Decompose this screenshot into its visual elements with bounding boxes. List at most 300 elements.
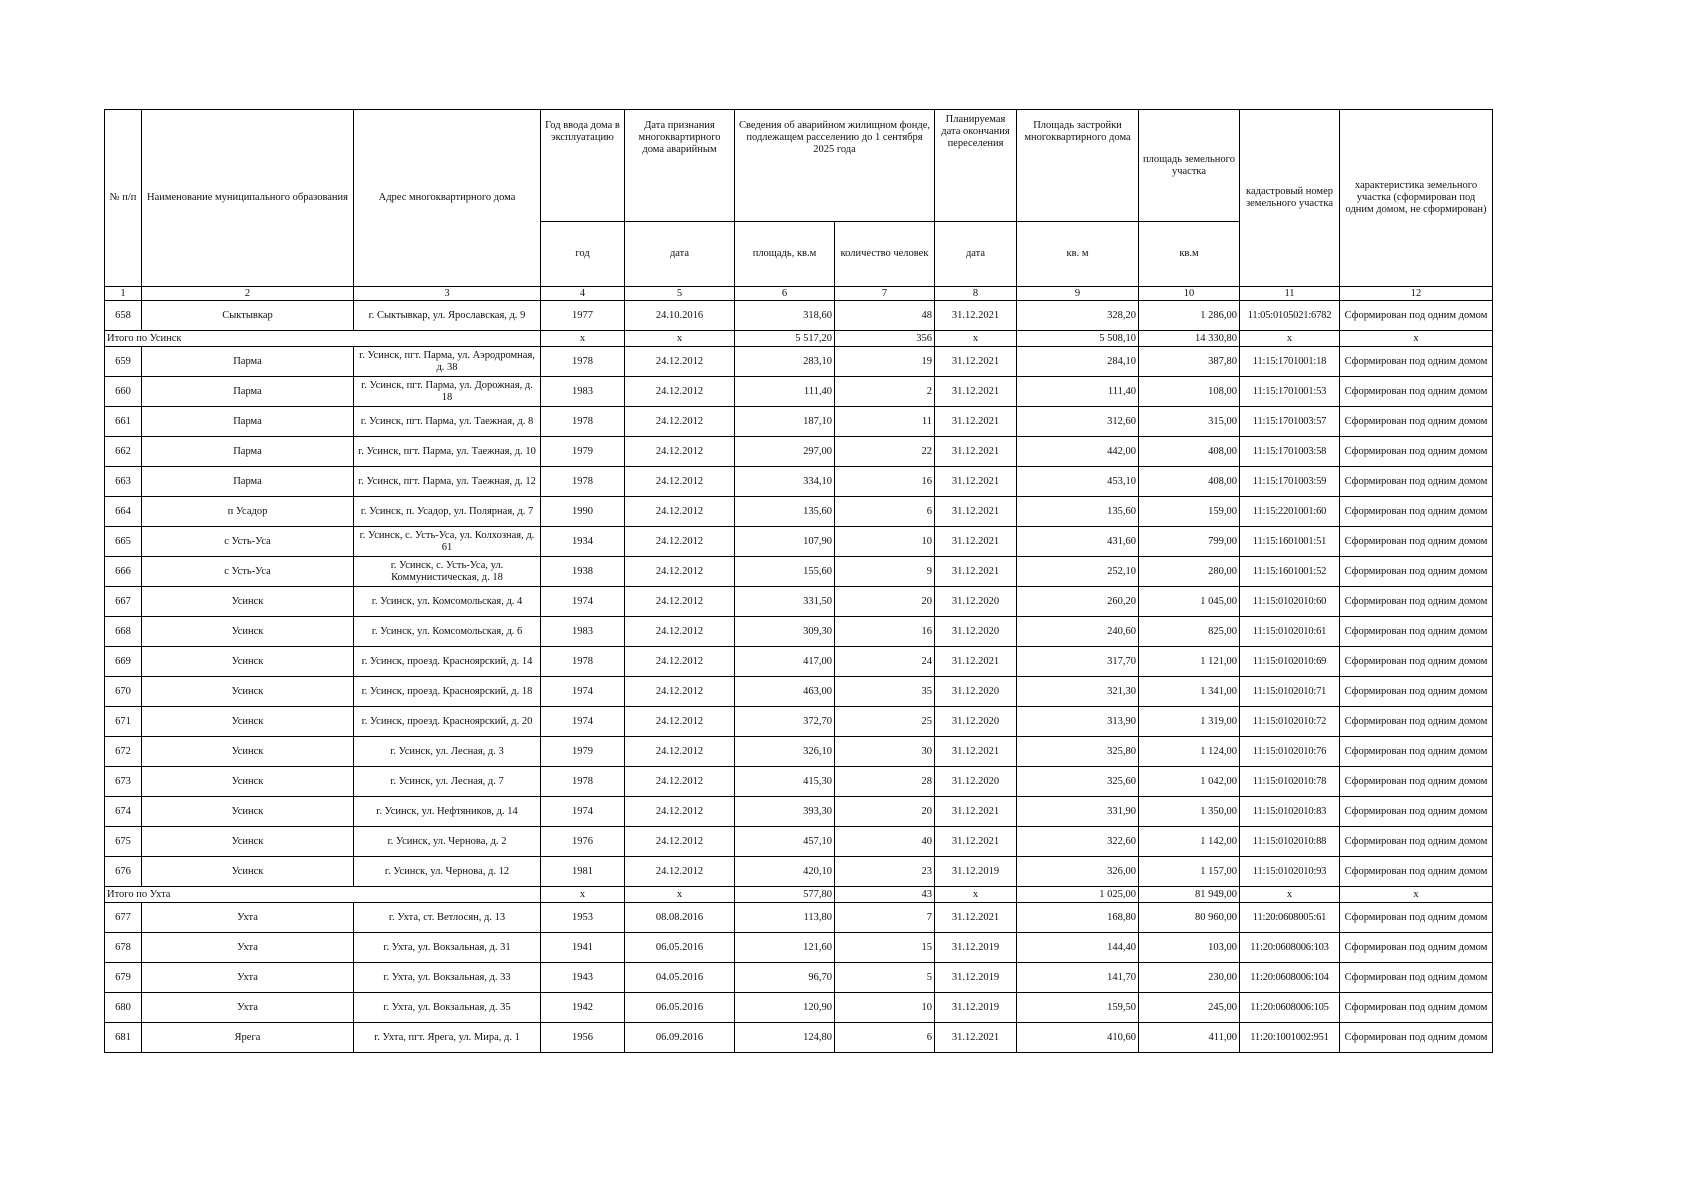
planned-end-date: 31.12.2020 xyxy=(935,707,1017,737)
house-address: г. Ухта, пгт. Ярега, ул. Мира, д. 1 xyxy=(354,1023,541,1053)
land-area: 387,80 xyxy=(1139,347,1240,377)
municipality-name: Усинск xyxy=(142,647,354,677)
cadastral-number: 11:15:0102010:76 xyxy=(1240,737,1340,767)
header-row-top xyxy=(105,110,1493,222)
emergency-date: 24.12.2012 xyxy=(625,527,735,557)
municipality-name: Парма xyxy=(142,347,354,377)
house-address: г. Усинск, проезд. Красноярский, д. 18 xyxy=(354,677,541,707)
land-area: 1 121,00 xyxy=(1139,647,1240,677)
year-built: 1974 xyxy=(541,797,625,827)
house-address: г. Усинск, ул. Комсомольская, д. 6 xyxy=(354,617,541,647)
column-number: 11 xyxy=(1240,287,1340,301)
table-row xyxy=(105,557,1493,587)
header-land-characteristic: характеристика земельного участка (сформирован под одним домом, не сформирован) xyxy=(1340,110,1493,287)
subtotal-date: х xyxy=(625,331,735,347)
emergency-area: 135,60 xyxy=(735,497,835,527)
building-area: 322,60 xyxy=(1017,827,1139,857)
cadastral-number: 11:15:0102010:60 xyxy=(1240,587,1340,617)
emergency-area: 326,10 xyxy=(735,737,835,767)
land-characteristic: Сформирован под одним домом xyxy=(1340,407,1493,437)
emergency-area: 107,90 xyxy=(735,527,835,557)
emergency-area: 463,00 xyxy=(735,677,835,707)
cadastral-number: 11:15:0102010:72 xyxy=(1240,707,1340,737)
year-built: 1981 xyxy=(541,857,625,887)
table-row xyxy=(105,407,1493,437)
planned-end-date: 31.12.2021 xyxy=(935,497,1017,527)
planned-end-date: 31.12.2021 xyxy=(935,301,1017,331)
house-address: г. Ухта, ул. Вокзальная, д. 33 xyxy=(354,963,541,993)
table-row xyxy=(105,827,1493,857)
subtotal-characteristic: х xyxy=(1340,331,1493,347)
table-row xyxy=(105,497,1493,527)
emergency-area: 111,40 xyxy=(735,377,835,407)
land-characteristic: Сформирован под одним домом xyxy=(1340,737,1493,767)
land-area: 799,00 xyxy=(1139,527,1240,557)
cadastral-number: 11:20:0608006:104 xyxy=(1240,963,1340,993)
emergency-area: 331,50 xyxy=(735,587,835,617)
emergency-date: 24.12.2012 xyxy=(625,377,735,407)
emergency-area: 334,10 xyxy=(735,467,835,497)
emergency-date: 24.12.2012 xyxy=(625,497,735,527)
land-area: 80 960,00 xyxy=(1139,903,1240,933)
cadastral-number: 11:15:2201001:60 xyxy=(1240,497,1340,527)
subtotal-build-area: 5 508,10 xyxy=(1017,331,1139,347)
building-area: 313,90 xyxy=(1017,707,1139,737)
building-area: 144,40 xyxy=(1017,933,1139,963)
emergency-area: 96,70 xyxy=(735,963,835,993)
land-characteristic: Сформирован под одним домом xyxy=(1340,527,1493,557)
planned-end-date: 31.12.2021 xyxy=(935,377,1017,407)
land-characteristic: Сформирован под одним домом xyxy=(1340,993,1493,1023)
column-number: 7 xyxy=(835,287,935,301)
land-characteristic: Сформирован под одним домом xyxy=(1340,301,1493,331)
subtotal-cadastral: х xyxy=(1240,887,1340,903)
cadastral-number: 11:20:1001002:951 xyxy=(1240,1023,1340,1053)
emergency-date: 24.12.2012 xyxy=(625,647,735,677)
row-number: 663 xyxy=(105,467,142,497)
planned-end-date: 31.12.2020 xyxy=(935,767,1017,797)
cadastral-number: 11:15:1701003:59 xyxy=(1240,467,1340,497)
emergency-area: 297,00 xyxy=(735,437,835,467)
resident-count: 7 xyxy=(835,903,935,933)
planned-end-date: 31.12.2021 xyxy=(935,827,1017,857)
subtotal-land-area: 14 330,80 xyxy=(1139,331,1240,347)
municipality-name: Парма xyxy=(142,377,354,407)
land-area: 825,00 xyxy=(1139,617,1240,647)
planned-end-date: 31.12.2020 xyxy=(935,617,1017,647)
land-area: 108,00 xyxy=(1139,377,1240,407)
building-area: 111,40 xyxy=(1017,377,1139,407)
land-area: 1 042,00 xyxy=(1139,767,1240,797)
year-built: 1978 xyxy=(541,407,625,437)
row-number: 664 xyxy=(105,497,142,527)
building-area: 326,00 xyxy=(1017,857,1139,887)
cadastral-number: 11:15:1601001:52 xyxy=(1240,557,1340,587)
cadastral-number: 11:15:1701001:53 xyxy=(1240,377,1340,407)
table-row xyxy=(105,993,1493,1023)
header-emergency-date: Дата признания многоквартирного дома аварийным xyxy=(625,110,735,222)
building-area: 453,10 xyxy=(1017,467,1139,497)
land-characteristic: Сформирован под одним домом xyxy=(1340,767,1493,797)
municipality-name: Ухта xyxy=(142,933,354,963)
planned-end-date: 31.12.2021 xyxy=(935,647,1017,677)
building-area: 252,10 xyxy=(1017,557,1139,587)
emergency-date: 24.12.2012 xyxy=(625,707,735,737)
resident-count: 10 xyxy=(835,993,935,1023)
column-number: 4 xyxy=(541,287,625,301)
row-number: 675 xyxy=(105,827,142,857)
row-number: 668 xyxy=(105,617,142,647)
cadastral-number: 11:15:1601001:51 xyxy=(1240,527,1340,557)
row-number: 667 xyxy=(105,587,142,617)
year-built: 1934 xyxy=(541,527,625,557)
year-built: 1990 xyxy=(541,497,625,527)
emergency-date: 24.12.2012 xyxy=(625,437,735,467)
header-address: Адрес многоквартирного дома xyxy=(354,110,541,287)
resident-count: 22 xyxy=(835,437,935,467)
table-row xyxy=(105,677,1493,707)
house-address: г. Ухта, ул. Вокзальная, д. 31 xyxy=(354,933,541,963)
municipality-name: Усинск xyxy=(142,857,354,887)
cadastral-number: 11:15:1701003:58 xyxy=(1240,437,1340,467)
row-number: 673 xyxy=(105,767,142,797)
resident-count: 6 xyxy=(835,497,935,527)
building-area: 410,60 xyxy=(1017,1023,1139,1053)
resident-count: 16 xyxy=(835,467,935,497)
land-area: 280,00 xyxy=(1139,557,1240,587)
planned-end-date: 31.12.2021 xyxy=(935,1023,1017,1053)
subtotal-year: х xyxy=(541,331,625,347)
land-characteristic: Сформирован под одним домом xyxy=(1340,497,1493,527)
resident-count: 24 xyxy=(835,647,935,677)
building-area: 284,10 xyxy=(1017,347,1139,377)
year-built: 1953 xyxy=(541,903,625,933)
building-area: 159,50 xyxy=(1017,993,1139,1023)
subtotal-row xyxy=(105,887,1493,903)
subtotal-area: 5 517,20 xyxy=(735,331,835,347)
house-address: г. Ухта, ул. Вокзальная, д. 35 xyxy=(354,993,541,1023)
table-body xyxy=(105,301,1493,1053)
emergency-area: 420,10 xyxy=(735,857,835,887)
emergency-date: 24.12.2012 xyxy=(625,347,735,377)
header-building-area: Площадь застройки многоквартирного дома xyxy=(1017,110,1139,222)
cadastral-number: 11:15:0102010:69 xyxy=(1240,647,1340,677)
land-characteristic: Сформирован под одним домом xyxy=(1340,557,1493,587)
house-address: г. Усинск, пгт. Парма, ул. Таежная, д. 12 xyxy=(354,467,541,497)
house-address: г. Усинск, ул. Чернова, д. 12 xyxy=(354,857,541,887)
resident-count: 9 xyxy=(835,557,935,587)
table-row xyxy=(105,617,1493,647)
cadastral-number: 11:15:1701003:57 xyxy=(1240,407,1340,437)
resident-count: 2 xyxy=(835,377,935,407)
building-area: 240,60 xyxy=(1017,617,1139,647)
subtotal-row xyxy=(105,331,1493,347)
building-area: 325,80 xyxy=(1017,737,1139,767)
planned-end-date: 31.12.2021 xyxy=(935,407,1017,437)
emergency-date: 06.05.2016 xyxy=(625,933,735,963)
table-row xyxy=(105,347,1493,377)
municipality-name: Усинск xyxy=(142,827,354,857)
land-area: 1 341,00 xyxy=(1139,677,1240,707)
row-number: 672 xyxy=(105,737,142,767)
emergency-date: 24.12.2012 xyxy=(625,827,735,857)
resident-count: 19 xyxy=(835,347,935,377)
municipality-name: с Усть-Уса xyxy=(142,557,354,587)
resident-count: 6 xyxy=(835,1023,935,1053)
emergency-date: 24.12.2012 xyxy=(625,857,735,887)
land-area: 230,00 xyxy=(1139,963,1240,993)
planned-end-date: 31.12.2019 xyxy=(935,993,1017,1023)
year-built: 1983 xyxy=(541,617,625,647)
subheader-end-date: дата xyxy=(935,222,1017,287)
column-number: 10 xyxy=(1139,287,1240,301)
land-area: 1 142,00 xyxy=(1139,827,1240,857)
emergency-date: 24.12.2012 xyxy=(625,767,735,797)
year-built: 1976 xyxy=(541,827,625,857)
building-area: 325,60 xyxy=(1017,767,1139,797)
year-built: 1974 xyxy=(541,707,625,737)
cadastral-number: 11:15:0102010:71 xyxy=(1240,677,1340,707)
subtotal-name: Итого по Усинск xyxy=(105,331,541,347)
column-number: 2 xyxy=(142,287,354,301)
municipality-name: Ярега xyxy=(142,1023,354,1053)
municipality-name: Ухта xyxy=(142,903,354,933)
land-characteristic: Сформирован под одним домом xyxy=(1340,903,1493,933)
building-area: 321,30 xyxy=(1017,677,1139,707)
emergency-date: 04.05.2016 xyxy=(625,963,735,993)
planned-end-date: 31.12.2019 xyxy=(935,933,1017,963)
row-number: 671 xyxy=(105,707,142,737)
land-characteristic: Сформирован под одним домом xyxy=(1340,963,1493,993)
house-address: г. Усинск, ул. Комсомольская, д. 4 xyxy=(354,587,541,617)
emergency-area: 113,80 xyxy=(735,903,835,933)
year-built: 1983 xyxy=(541,377,625,407)
land-characteristic: Сформирован под одним домом xyxy=(1340,347,1493,377)
house-address: г. Усинск, п. Усадор, ул. Полярная, д. 7 xyxy=(354,497,541,527)
municipality-name: Ухта xyxy=(142,993,354,1023)
municipality-name: с Усть-Уса xyxy=(142,527,354,557)
subtotal-end: х xyxy=(935,887,1017,903)
house-address: г. Усинск, пгт. Парма, ул. Таежная, д. 8 xyxy=(354,407,541,437)
house-address: г. Усинск, пгт. Парма, ул. Таежная, д. 10 xyxy=(354,437,541,467)
column-number: 6 xyxy=(735,287,835,301)
emergency-date: 24.12.2012 xyxy=(625,737,735,767)
municipality-name: Усинск xyxy=(142,707,354,737)
building-area: 141,70 xyxy=(1017,963,1139,993)
municipality-name: Парма xyxy=(142,467,354,497)
emergency-date: 24.10.2016 xyxy=(625,301,735,331)
row-number: 659 xyxy=(105,347,142,377)
row-number: 661 xyxy=(105,407,142,437)
header-cadastral-number: кадастровый номер земельного участка xyxy=(1240,110,1340,287)
municipality-name: Усинск xyxy=(142,767,354,797)
row-number: 670 xyxy=(105,677,142,707)
house-address: г. Усинск, пгт. Парма, ул. Аэродромная, д. 38 xyxy=(354,347,541,377)
column-number: 5 xyxy=(625,287,735,301)
building-area: 442,00 xyxy=(1017,437,1139,467)
building-area: 331,90 xyxy=(1017,797,1139,827)
column-number: 12 xyxy=(1340,287,1493,301)
emergency-area: 155,60 xyxy=(735,557,835,587)
land-characteristic: Сформирован под одним домом xyxy=(1340,707,1493,737)
house-address: г. Усинск, ул. Лесная, д. 7 xyxy=(354,767,541,797)
table-row xyxy=(105,1023,1493,1053)
land-area: 411,00 xyxy=(1139,1023,1240,1053)
cadastral-number: 11:20:0608006:103 xyxy=(1240,933,1340,963)
municipality-name: Парма xyxy=(142,407,354,437)
emergency-area: 283,10 xyxy=(735,347,835,377)
table-row xyxy=(105,707,1493,737)
land-area: 408,00 xyxy=(1139,467,1240,497)
planned-end-date: 31.12.2020 xyxy=(935,677,1017,707)
land-area: 1 157,00 xyxy=(1139,857,1240,887)
cadastral-number: 11:15:1701001:18 xyxy=(1240,347,1340,377)
municipality-name: Сыктывкар xyxy=(142,301,354,331)
land-characteristic: Сформирован под одним домом xyxy=(1340,857,1493,887)
year-built: 1979 xyxy=(541,437,625,467)
emergency-date: 24.12.2012 xyxy=(625,557,735,587)
cadastral-number: 11:20:0608006:105 xyxy=(1240,993,1340,1023)
planned-end-date: 31.12.2021 xyxy=(935,527,1017,557)
subtotal-build-area: 1 025,00 xyxy=(1017,887,1139,903)
resident-count: 30 xyxy=(835,737,935,767)
subtotal-area: 577,80 xyxy=(735,887,835,903)
land-characteristic: Сформирован под одним домом xyxy=(1340,587,1493,617)
municipality-name: Парма xyxy=(142,437,354,467)
year-built: 1978 xyxy=(541,647,625,677)
planned-end-date: 31.12.2021 xyxy=(935,347,1017,377)
subtotal-cadastral: х xyxy=(1240,331,1340,347)
row-number: 678 xyxy=(105,933,142,963)
house-address: г. Усинск, проезд. Красноярский, д. 14 xyxy=(354,647,541,677)
year-built: 1974 xyxy=(541,677,625,707)
emergency-date: 24.12.2012 xyxy=(625,677,735,707)
house-address: г. Усинск, проезд. Красноярский, д. 20 xyxy=(354,707,541,737)
year-built: 1974 xyxy=(541,587,625,617)
row-number: 674 xyxy=(105,797,142,827)
subtotal-people: 356 xyxy=(835,331,935,347)
emergency-area: 124,80 xyxy=(735,1023,835,1053)
building-area: 168,80 xyxy=(1017,903,1139,933)
column-number: 3 xyxy=(354,287,541,301)
table-row xyxy=(105,963,1493,993)
table-row xyxy=(105,857,1493,887)
land-area: 315,00 xyxy=(1139,407,1240,437)
building-area: 260,20 xyxy=(1017,587,1139,617)
year-built: 1942 xyxy=(541,993,625,1023)
table-row xyxy=(105,467,1493,497)
house-address: г. Усинск, с. Усть-Уса, ул. Коммунистическая, д. 18 xyxy=(354,557,541,587)
table-row xyxy=(105,737,1493,767)
land-area: 1 286,00 xyxy=(1139,301,1240,331)
subheader-year: год xyxy=(541,222,625,287)
housing-table xyxy=(104,109,1493,1053)
emergency-area: 393,30 xyxy=(735,797,835,827)
table-row xyxy=(105,301,1493,331)
subheader-land-sqm: кв.м xyxy=(1139,222,1240,287)
cadastral-number: 11:05:0105021:6782 xyxy=(1240,301,1340,331)
emergency-date: 24.12.2012 xyxy=(625,407,735,437)
emergency-area: 318,60 xyxy=(735,301,835,331)
emergency-area: 187,10 xyxy=(735,407,835,437)
building-area: 135,60 xyxy=(1017,497,1139,527)
year-built: 1941 xyxy=(541,933,625,963)
municipality-name: Усинск xyxy=(142,677,354,707)
cadastral-number: 11:15:0102010:93 xyxy=(1240,857,1340,887)
resident-count: 16 xyxy=(835,617,935,647)
subheader-area: площадь, кв.м xyxy=(735,222,835,287)
emergency-area: 309,30 xyxy=(735,617,835,647)
land-characteristic: Сформирован под одним домом xyxy=(1340,1023,1493,1053)
header-planned-end: Планируемая дата окончания переселения xyxy=(935,110,1017,222)
column-number-row xyxy=(105,287,1493,301)
table-row xyxy=(105,933,1493,963)
row-number: 662 xyxy=(105,437,142,467)
municipality-name: Усинск xyxy=(142,797,354,827)
resident-count: 23 xyxy=(835,857,935,887)
resident-count: 5 xyxy=(835,963,935,993)
land-characteristic: Сформирован под одним домом xyxy=(1340,437,1493,467)
table-row xyxy=(105,437,1493,467)
house-address: г. Усинск, пгт. Парма, ул. Дорожная, д. 18 xyxy=(354,377,541,407)
table-row xyxy=(105,377,1493,407)
land-area: 408,00 xyxy=(1139,437,1240,467)
table-row xyxy=(105,647,1493,677)
building-area: 312,60 xyxy=(1017,407,1139,437)
emergency-date: 24.12.2012 xyxy=(625,587,735,617)
planned-end-date: 31.12.2020 xyxy=(935,587,1017,617)
municipality-name: Усинск xyxy=(142,737,354,767)
emergency-area: 372,70 xyxy=(735,707,835,737)
land-characteristic: Сформирован под одним домом xyxy=(1340,377,1493,407)
subtotal-people: 43 xyxy=(835,887,935,903)
row-number: 669 xyxy=(105,647,142,677)
subtotal-land-area: 81 949,00 xyxy=(1139,887,1240,903)
column-number: 8 xyxy=(935,287,1017,301)
subtotal-date: х xyxy=(625,887,735,903)
municipality-name: Ухта xyxy=(142,963,354,993)
year-built: 1943 xyxy=(541,963,625,993)
land-area: 103,00 xyxy=(1139,933,1240,963)
row-number: 666 xyxy=(105,557,142,587)
house-address: г. Усинск, ул. Нефтяников, д. 14 xyxy=(354,797,541,827)
row-number: 681 xyxy=(105,1023,142,1053)
building-area: 431,60 xyxy=(1017,527,1139,557)
planned-end-date: 31.12.2019 xyxy=(935,857,1017,887)
header-year-built: Год ввода дома в эксплуатацию xyxy=(541,110,625,222)
emergency-area: 417,00 xyxy=(735,647,835,677)
column-number: 9 xyxy=(1017,287,1139,301)
planned-end-date: 31.12.2019 xyxy=(935,963,1017,993)
land-characteristic: Сформирован под одним домом xyxy=(1340,677,1493,707)
resident-count: 10 xyxy=(835,527,935,557)
table-row xyxy=(105,767,1493,797)
table-row xyxy=(105,587,1493,617)
row-number: 660 xyxy=(105,377,142,407)
resident-count: 40 xyxy=(835,827,935,857)
emergency-date: 06.05.2016 xyxy=(625,993,735,1023)
land-characteristic: Сформирован под одним домом xyxy=(1340,467,1493,497)
cadastral-number: 11:15:0102010:78 xyxy=(1240,767,1340,797)
emergency-area: 415,30 xyxy=(735,767,835,797)
resident-count: 20 xyxy=(835,587,935,617)
planned-end-date: 31.12.2021 xyxy=(935,797,1017,827)
house-address: г. Сыктывкар, ул. Ярославская, д. 9 xyxy=(354,301,541,331)
land-characteristic: Сформирован под одним домом xyxy=(1340,933,1493,963)
land-area: 1 124,00 xyxy=(1139,737,1240,767)
header-number: № п/п xyxy=(105,110,142,287)
house-address: г. Усинск, с. Усть-Уса, ул. Колхозная, д. 61 xyxy=(354,527,541,557)
